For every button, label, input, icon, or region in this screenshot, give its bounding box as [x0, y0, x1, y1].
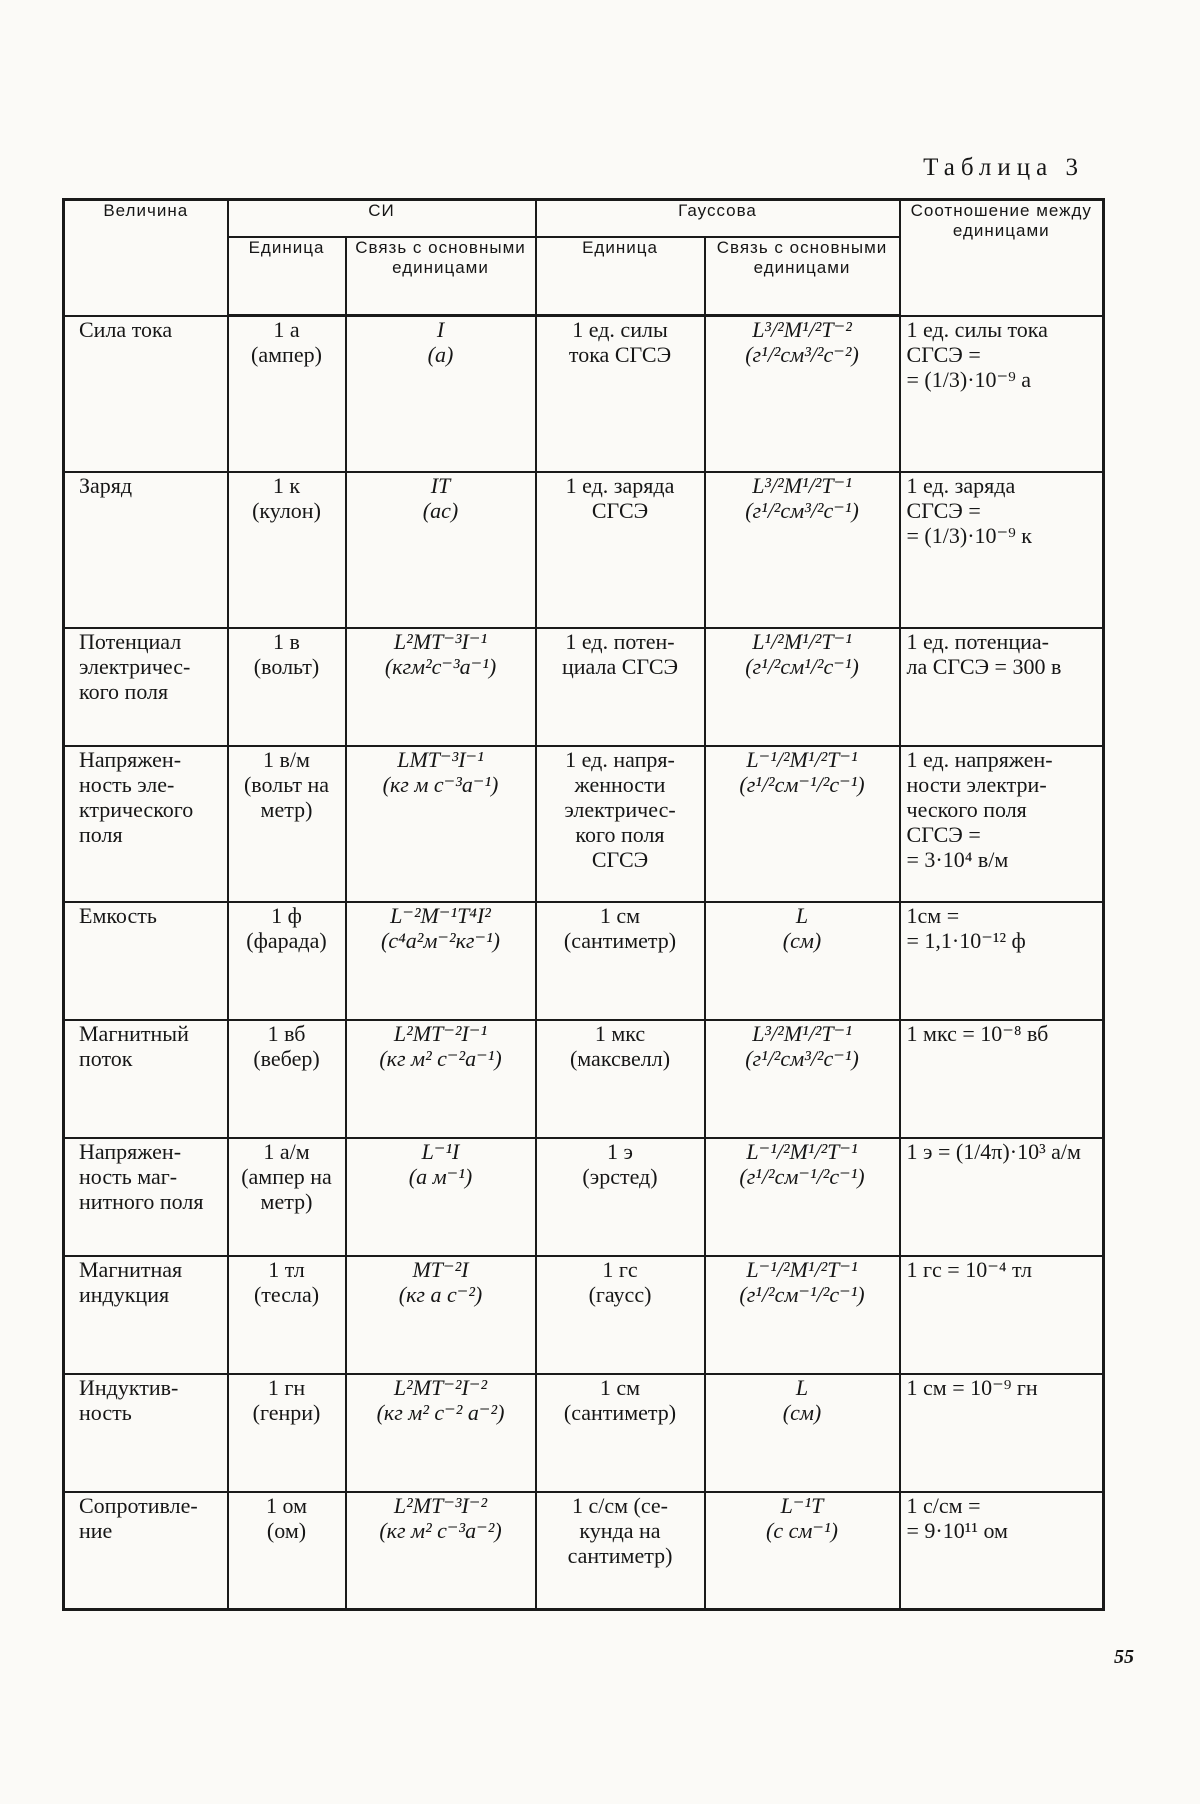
cell-line: метр): [260, 1188, 313, 1214]
cell-line: (гаусс): [588, 1281, 652, 1307]
gauss-unit-cell: [536, 1256, 705, 1374]
cell-line: (вольт): [253, 653, 320, 679]
gauss-unit-cell: [536, 902, 705, 1020]
table-row: [64, 1374, 1104, 1492]
relation-cell: [900, 316, 1104, 472]
cell-line: Потенциал: [79, 628, 182, 654]
cell-line: (с⁴а²м⁻²кг⁻¹): [381, 927, 500, 953]
gauss-base-cell: [705, 1374, 900, 1492]
si-unit-cell: [228, 746, 346, 902]
cell-line: (ас): [422, 497, 459, 523]
cell-line: (г¹/²см⁻¹/²с⁻¹): [739, 1281, 865, 1307]
cell-line: L³/²M¹/²T⁻¹: [752, 472, 852, 498]
cell-line: L⁻¹T: [780, 1492, 824, 1518]
cell-line: 1 э: [607, 1138, 633, 1164]
si-base-cell: [346, 1256, 536, 1374]
si-base-cell: [346, 1020, 536, 1138]
table-row: [64, 902, 1104, 1020]
cell-line: ность маг-: [79, 1163, 178, 1189]
quantity-cell: [64, 1256, 228, 1374]
cell-line: (кг м² с⁻² а⁻²): [376, 1399, 505, 1425]
table-row: [64, 1256, 1104, 1374]
relation-cell: [900, 1020, 1104, 1138]
cell-line: Емкость: [79, 902, 157, 928]
cell-line: 1 вб: [267, 1020, 306, 1046]
cell-line: Индуктив-: [79, 1374, 179, 1400]
cell-line: СГСЭ =: [906, 341, 981, 367]
header-si-base-link: Связь с основными единицами: [346, 237, 536, 316]
quantity-cell: [64, 628, 228, 746]
cell-line: 1см =: [906, 902, 960, 928]
cell-line: 1 см: [599, 1374, 641, 1400]
quantity-cell: [64, 902, 228, 1020]
cell-line: IT: [430, 472, 451, 498]
cell-line: женности: [574, 771, 666, 797]
cell-line: ность эле-: [79, 771, 175, 797]
relation-cell: [900, 628, 1104, 746]
cell-line: 1 гн: [267, 1374, 306, 1400]
cell-line: ность: [79, 1399, 132, 1425]
cell-line: (г¹/²см³/²с⁻¹): [745, 1045, 859, 1071]
cell-line: MT⁻²I: [412, 1256, 469, 1282]
cell-line: кого поля: [79, 678, 169, 704]
cell-line: (г¹/²см³/²с⁻²): [745, 342, 859, 367]
cell-line: (с см⁻¹): [766, 1517, 838, 1543]
si-base-cell: [346, 1374, 536, 1492]
cell-line: (сантиметр): [563, 927, 677, 953]
cell-line: поля: [79, 821, 123, 847]
cell-line: 1 э = (1/4π)·10³ а/м: [906, 1138, 1081, 1164]
cell-line: 1 ом: [265, 1492, 307, 1518]
cell-line: (вольт на: [243, 771, 330, 797]
header-gauss-unit: Единица: [536, 237, 705, 316]
cell-line: 1 а/м: [263, 1138, 310, 1164]
gauss-base-cell: [705, 1138, 900, 1256]
cell-line: = 1,1·10⁻¹² ф: [906, 927, 1026, 953]
header-gauss: Гауссова: [536, 200, 900, 238]
gauss-unit-cell: [536, 1492, 705, 1610]
cell-line: электричес-: [564, 796, 676, 822]
gauss-base-cell: [705, 628, 900, 746]
cell-line: (ампер на: [241, 1163, 332, 1189]
cell-line: кунда на: [579, 1517, 661, 1543]
cell-line: ние: [79, 1517, 113, 1543]
cell-line: (вебер): [253, 1045, 320, 1071]
cell-line: = 3·10⁴ в/м: [906, 846, 1009, 872]
cell-line: ктрического: [79, 796, 194, 822]
cell-line: 1 а: [273, 317, 300, 342]
cell-line: (г¹/²см¹/²с⁻¹): [745, 653, 859, 679]
cell-line: 1 см: [599, 902, 641, 928]
cell-line: (кулон): [252, 497, 321, 523]
cell-line: (см): [782, 1399, 822, 1425]
si-unit-cell: [228, 472, 346, 628]
cell-line: сантиметр): [567, 1542, 673, 1568]
cell-line: 1 гс = 10⁻⁴ тл: [906, 1256, 1033, 1282]
cell-line: нитного поля: [79, 1188, 204, 1214]
table-row: [64, 628, 1104, 746]
gauss-base-cell: [705, 1256, 900, 1374]
cell-line: 1 гс: [602, 1256, 638, 1282]
cell-line: (генри): [252, 1399, 321, 1425]
cell-line: (сантиметр): [563, 1399, 677, 1425]
gauss-unit-cell: [536, 1138, 705, 1256]
cell-line: (кг а с⁻²): [398, 1281, 483, 1307]
cell-line: L³/²M¹/²T⁻²: [752, 317, 852, 342]
table-row: [64, 1138, 1104, 1256]
relation-cell: [900, 1256, 1104, 1374]
page-number: 55: [1114, 1646, 1134, 1668]
cell-line: L⁻²M⁻¹T⁴I²: [390, 902, 491, 928]
gauss-base-cell: [705, 902, 900, 1020]
cell-line: (г¹/²см⁻¹/²с⁻¹): [739, 1163, 865, 1189]
quantity-cell: [64, 1138, 228, 1256]
si-unit-cell: [228, 902, 346, 1020]
cell-line: 1 ед. силы тока: [906, 316, 1048, 342]
cell-line: ческого поля: [906, 796, 1027, 822]
cell-line: 1 ед. напря-: [565, 746, 675, 772]
cell-line: (кг м с⁻³а⁻¹): [382, 771, 499, 797]
header-relation: Соотношение между единицами: [900, 200, 1104, 316]
cell-line: L²MT⁻³I⁻¹: [393, 628, 488, 654]
cell-line: 1 ед. заряда: [565, 472, 675, 498]
cell-line: = (1/3)·10⁻⁹ а: [906, 366, 1032, 392]
cell-line: Напряжен-: [79, 1138, 182, 1164]
cell-line: 1 мкс: [594, 1020, 646, 1046]
cell-line: СГСЭ =: [906, 497, 981, 523]
si-base-cell: [346, 746, 536, 902]
cell-line: (фарада): [246, 927, 327, 953]
cell-line: (а): [427, 342, 454, 367]
si-unit-cell: [228, 1256, 346, 1374]
table-row: [64, 746, 1104, 902]
si-unit-cell: [228, 316, 346, 472]
cell-line: L²MT⁻³I⁻²: [393, 1492, 488, 1518]
relation-cell: [900, 902, 1104, 1020]
cell-line: (максвелл): [569, 1045, 671, 1071]
si-unit-cell: [228, 1374, 346, 1492]
relation-cell: [900, 472, 1104, 628]
quantity-cell: [64, 1492, 228, 1610]
cell-line: 1 ед. силы: [572, 317, 668, 342]
cell-line: (кгм²с⁻³а⁻¹): [384, 653, 497, 679]
cell-line: метр): [260, 796, 313, 822]
cell-line: 1 мкс = 10⁻⁸ вб: [906, 1020, 1049, 1046]
cell-line: (кг м² с⁻³а⁻²): [379, 1517, 502, 1543]
cell-line: тока СГСЭ: [568, 342, 672, 367]
cell-line: L¹/²M¹/²T⁻¹: [752, 628, 852, 654]
quantity-cell: [64, 746, 228, 902]
relation-cell: [900, 746, 1104, 902]
cell-line: ности электри-: [906, 771, 1047, 797]
gauss-base-cell: [705, 1020, 900, 1138]
cell-line: L⁻¹I: [421, 1138, 460, 1164]
gauss-unit-cell: [536, 628, 705, 746]
cell-line: L⁻¹/²M¹/²T⁻¹: [746, 1256, 858, 1282]
cell-line: (эрстед): [582, 1163, 658, 1189]
cell-line: 1 см = 10⁻⁹ гн: [906, 1374, 1038, 1400]
gauss-unit-cell: [536, 316, 705, 472]
cell-line: (ампер): [251, 342, 322, 367]
cell-line: (а м⁻¹): [408, 1163, 473, 1189]
cell-line: (кг м² с⁻²а⁻¹): [379, 1045, 502, 1071]
cell-line: = (1/3)·10⁻⁹ к: [906, 522, 1032, 548]
cell-line: L²MT⁻²I⁻²: [393, 1374, 488, 1400]
table-row: [64, 1492, 1104, 1610]
gauss-base-cell: [705, 316, 900, 472]
table-row: [64, 1020, 1104, 1138]
si-unit-cell: [228, 1020, 346, 1138]
header-quantity: Величина: [64, 200, 228, 316]
quantity-cell: [64, 1020, 228, 1138]
cell-line: LMT⁻³I⁻¹: [397, 746, 484, 772]
cell-line: 1 ед. потен-: [565, 628, 675, 654]
gauss-unit-cell: [536, 472, 705, 628]
cell-line: 1 ф: [271, 902, 302, 928]
si-base-cell: [346, 902, 536, 1020]
si-base-cell: [346, 1138, 536, 1256]
cell-line: Магнитная: [79, 1256, 183, 1282]
cell-line: L³/²M¹/²T⁻¹: [752, 1020, 852, 1046]
cell-line: (тесла): [253, 1281, 320, 1307]
si-unit-cell: [228, 1138, 346, 1256]
cell-line: (см): [782, 927, 822, 953]
cell-line: 1 с/см =: [906, 1492, 981, 1518]
si-base-cell: [346, 472, 536, 628]
cell-line: СГСЭ: [591, 846, 649, 872]
cell-line: L⁻¹/²M¹/²T⁻¹: [746, 746, 858, 772]
gauss-unit-cell: [536, 746, 705, 902]
cell-line: Напряжен-: [79, 746, 182, 772]
cell-line: СГСЭ =: [906, 821, 981, 847]
table-row: [64, 316, 1104, 472]
cell-line: L: [795, 1374, 809, 1400]
relation-cell: [900, 1492, 1104, 1610]
cell-line: L⁻¹/²M¹/²T⁻¹: [746, 1138, 858, 1164]
cell-line: I: [436, 317, 445, 342]
gauss-unit-cell: [536, 1020, 705, 1138]
gauss-base-cell: [705, 746, 900, 902]
cell-line: 1 ед. напряжен-: [906, 746, 1053, 772]
table-row: [64, 472, 1104, 628]
cell-line: индукция: [79, 1281, 170, 1307]
quantity-cell: [64, 1374, 228, 1492]
cell-line: 1 в/м: [263, 746, 310, 772]
cell-line: L: [795, 902, 809, 928]
cell-line: поток: [79, 1045, 133, 1071]
cell-line: 1 тл: [268, 1256, 305, 1282]
cell-line: (ом): [266, 1517, 307, 1543]
header-gauss-base-link: Связь с основными единицами: [705, 237, 900, 316]
gauss-unit-cell: [536, 1374, 705, 1492]
si-base-cell: [346, 316, 536, 472]
header-si: СИ: [228, 200, 536, 238]
si-base-cell: [346, 1492, 536, 1610]
gauss-base-cell: [705, 472, 900, 628]
relation-cell: [900, 1374, 1104, 1492]
cell-line: 1 с/см (се-: [571, 1492, 668, 1518]
cell-line: ла СГСЭ = 300 в: [906, 653, 1062, 679]
cell-line: = 9·10¹¹ ом: [906, 1517, 1008, 1543]
cell-line: 1 в: [273, 628, 300, 654]
si-unit-cell: [228, 1492, 346, 1610]
cell-line: СГСЭ: [591, 497, 649, 523]
cell-line: L²MT⁻²I⁻¹: [393, 1020, 488, 1046]
header-si-unit: Единица: [228, 237, 346, 316]
cell-line: Сила тока: [79, 316, 173, 342]
cell-line: кого поля: [575, 821, 665, 847]
cell-line: электричес-: [79, 653, 191, 679]
si-base-cell: [346, 628, 536, 746]
cell-line: циала СГСЭ: [561, 653, 679, 679]
cell-line: Магнитный: [79, 1020, 189, 1046]
cell-line: (г¹/²см³/²с⁻¹): [745, 497, 859, 523]
cell-line: 1 ед. заряда: [906, 472, 1016, 498]
si-unit-cell: [228, 628, 346, 746]
quantity-cell: [64, 316, 228, 472]
cell-line: Сопротивле-: [79, 1492, 198, 1518]
quantity-cell: [64, 472, 228, 628]
table-caption: Таблица 3: [923, 154, 1084, 181]
cell-line: Заряд: [79, 472, 133, 498]
cell-line: (г¹/²см⁻¹/²с⁻¹): [739, 771, 865, 797]
gauss-base-cell: [705, 1492, 900, 1610]
relation-cell: [900, 1138, 1104, 1256]
units-table: [62, 198, 1105, 1611]
cell-line: 1 к: [272, 472, 301, 498]
cell-line: 1 ед. потенциа-: [906, 628, 1049, 654]
